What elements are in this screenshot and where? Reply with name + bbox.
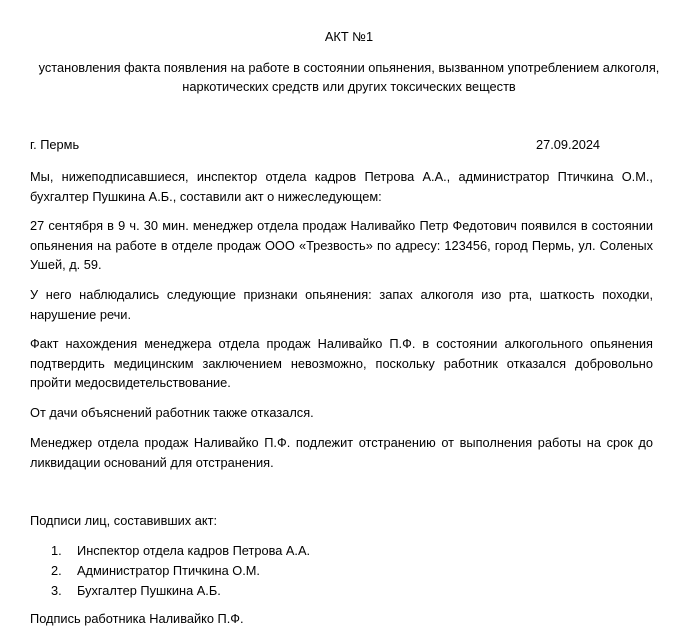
paragraph-explanation-refusal: От дачи объяснений работник также отказался.: [30, 405, 314, 420]
list-item-text: Администратор Птичкина О.М.: [77, 563, 260, 578]
list-item-number: 1.: [51, 543, 62, 558]
worker-signature-line: Подпись работника Наливайко П.Ф.: [30, 611, 244, 626]
list-item-text: Инспектор отдела кадров Петрова А.А.: [77, 543, 311, 558]
paragraph-symptoms: У него наблюдались следующие признаки опьянения: запах алкоголя изо рта, шаткость походки, нарушение речи.: [30, 287, 653, 322]
signatories-list: [30, 543, 310, 603]
paragraph-medical-refusal: Факт нахождения менеджера отдела продаж Наливайко П.Ф. в состоянии алкогольного опьянения подтвердить медицинским заключением невозможно, поскольку работник отказался добровольно пройти медосвидетельствование.: [30, 336, 653, 390]
list-item-text: Бухгалтер Пушкина А.Б.: [77, 583, 221, 598]
document-title: АКТ №1: [324, 29, 374, 44]
list-item-number: 2.: [51, 563, 62, 578]
signatures-heading: Подписи лиц, составивших акт:: [30, 513, 218, 528]
document-subtitle: установления факта появления на работе в состоянии опьянения, вызванном употреблением алкоголя, наркотических средств или других токсических веществ: [38, 60, 660, 94]
list-item: [30, 583, 310, 603]
list-item-number: 3.: [51, 583, 62, 598]
paragraph-incident: 27 сентября в 9 ч. 30 мин. менеджер отдела продаж Наливайко Петр Федотович появился в состоянии опьянения на работе в отделе продаж ООО «Трезвость» по адресу: 123456, город Пермь, ул. Соленых Ушей, д. 59.: [30, 218, 653, 272]
list-item: [30, 563, 310, 583]
document-city: г. Пермь: [30, 137, 80, 152]
paragraph-signatories-intro: Мы, нижеподписавшиеся, инспектор отдела кадров Петрова А.А., администратор Птичкина О.М., бухгалтер Пушкина А.Б., составили акт о нижеследующем:: [30, 169, 653, 204]
list-item: [30, 543, 310, 563]
paragraph-suspension: Менеджер отдела продаж Наливайко П.Ф. подлежит отстранению от выполнения работы на срок до ликвидации оснований для отстранения.: [30, 435, 653, 470]
document-date: 27.09.2024: [536, 137, 601, 152]
